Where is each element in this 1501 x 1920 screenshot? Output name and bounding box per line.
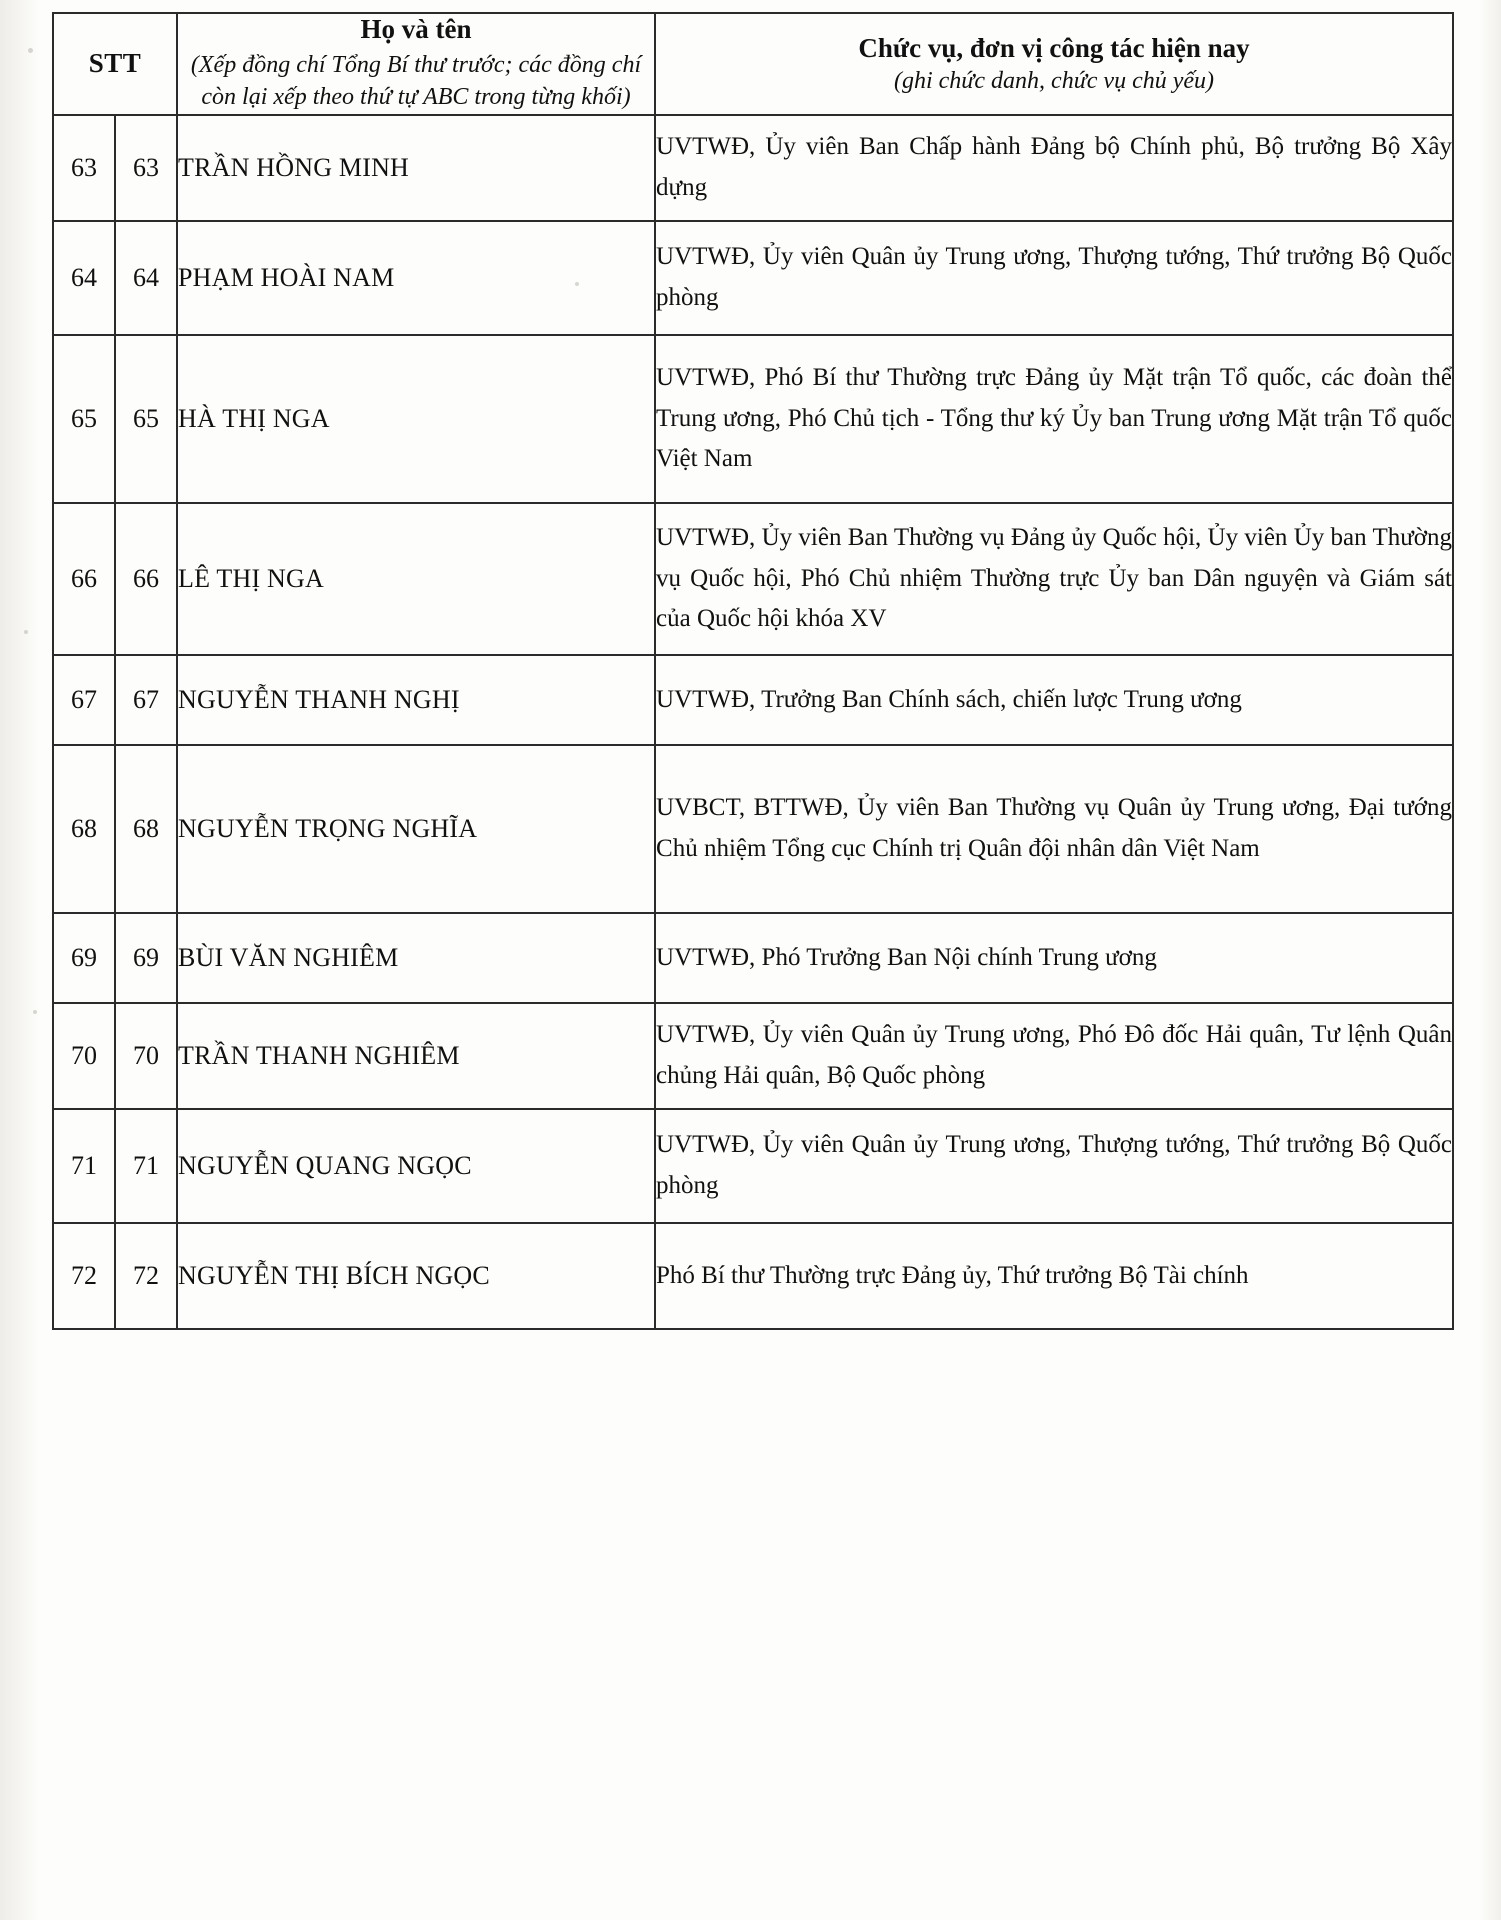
row-name: PHẠM HOÀI NAM (177, 221, 655, 335)
row-number-secondary: 70 (115, 1003, 177, 1109)
row-position: UVTWĐ, Ủy viên Quân ủy Trung ương, Thượng tướng, Thứ trưởng Bộ Quốc phòng (655, 221, 1453, 335)
table-row (53, 115, 1453, 221)
scan-speck (24, 630, 28, 634)
row-position: Phó Bí thư Thường trực Đảng ủy, Thứ trưởng Bộ Tài chính (655, 1223, 1453, 1329)
row-number-secondary: 69 (115, 913, 177, 1003)
row-name: BÙI VĂN NGHIÊM (177, 913, 655, 1003)
row-number-primary: 69 (53, 913, 115, 1003)
row-number-primary: 67 (53, 655, 115, 745)
row-number-primary: 70 (53, 1003, 115, 1109)
row-number-secondary: 65 (115, 335, 177, 503)
row-position: UVTWĐ, Ủy viên Quân ủy Trung ương, Phó Đô đốc Hải quân, Tư lệnh Quân chủng Hải quân, Bộ Quốc phòng (655, 1003, 1453, 1109)
row-number-secondary: 71 (115, 1109, 177, 1223)
header-position-label: Chức vụ, đơn vị công tác hiện nay (858, 32, 1250, 63)
table-row (53, 503, 1453, 655)
row-number-primary: 72 (53, 1223, 115, 1329)
row-name: TRẦN HỒNG MINH (177, 115, 655, 221)
row-number-primary: 68 (53, 745, 115, 913)
header-name-note: (Xếp đồng chí Tổng Bí thư trước; các đồng chí còn lại xếp theo thứ tự ABC trong từng khối) (190, 52, 642, 111)
table-row (53, 913, 1453, 1003)
table-row (53, 1003, 1453, 1109)
table-header (53, 13, 1453, 115)
row-number-primary: 66 (53, 503, 115, 655)
row-number-secondary: 63 (115, 115, 177, 221)
row-name: NGUYỄN THANH NGHỊ (177, 655, 655, 745)
header-cell-position (655, 13, 1453, 115)
row-name: LÊ THỊ NGA (177, 503, 655, 655)
row-position: UVTWĐ, Ủy viên Ban Thường vụ Đảng ủy Quốc hội, Ủy viên Ủy ban Thường vụ Quốc hội, Phó Chủ nhiệm Thường trực Ủy ban Dân nguyện và Giám sát của Quốc hội khóa XV (655, 503, 1453, 655)
scan-edge-left (0, 0, 40, 1920)
header-position-note: (ghi chức danh, chức vụ chủ yếu) (893, 67, 1215, 94)
row-number-secondary: 66 (115, 503, 177, 655)
row-number-secondary: 67 (115, 655, 177, 745)
row-name: NGUYỄN TRỌNG NGHĨA (177, 745, 655, 913)
header-name-label: Họ và tên (360, 14, 472, 44)
table-row (53, 1109, 1453, 1223)
row-number-primary: 63 (53, 115, 115, 221)
row-number-primary: 65 (53, 335, 115, 503)
row-number-primary: 71 (53, 1109, 115, 1223)
table-row (53, 335, 1453, 503)
table-body (53, 115, 1453, 1329)
table-row (53, 221, 1453, 335)
row-position: UVTWĐ, Phó Bí thư Thường trực Đảng ủy Mặt trận Tổ quốc, các đoàn thể Trung ương, Phó Chủ tịch - Tổng thư ký Ủy ban Trung ương Mặt trận Tổ quốc Việt Nam (655, 335, 1453, 503)
row-name: TRẦN THANH NGHIÊM (177, 1003, 655, 1109)
row-position: UVBCT, BTTWĐ, Ủy viên Ban Thường vụ Quân ủy Trung ương, Đại tướng Chủ nhiệm Tổng cục Chính trị Quân đội nhân dân Việt Nam (655, 745, 1453, 913)
scan-speck (33, 1010, 37, 1014)
header-stt-label: STT (88, 48, 142, 79)
row-number-primary: 64 (53, 221, 115, 335)
table-row (53, 745, 1453, 913)
row-name: NGUYỄN THỊ BÍCH NGỌC (177, 1223, 655, 1329)
scan-edge-right (1479, 0, 1501, 1920)
row-name: HÀ THỊ NGA (177, 335, 655, 503)
row-number-secondary: 68 (115, 745, 177, 913)
row-name: NGUYỄN QUANG NGỌC (177, 1109, 655, 1223)
row-position: UVTWĐ, Trưởng Ban Chính sách, chiến lược Trung ương (655, 655, 1453, 745)
personnel-table (52, 12, 1454, 1330)
header-cell-name (177, 13, 655, 115)
row-number-secondary: 64 (115, 221, 177, 335)
header-cell-stt (53, 13, 177, 115)
row-position: UVTWĐ, Ủy viên Ban Chấp hành Đảng bộ Chính phủ, Bộ trưởng Bộ Xây dựng (655, 115, 1453, 221)
scan-speck (28, 48, 33, 53)
table-row (53, 1223, 1453, 1329)
row-position: UVTWĐ, Phó Trưởng Ban Nội chính Trung ương (655, 913, 1453, 1003)
table-row (53, 655, 1453, 745)
row-position: UVTWĐ, Ủy viên Quân ủy Trung ương, Thượng tướng, Thứ trưởng Bộ Quốc phòng (655, 1109, 1453, 1223)
row-number-secondary: 72 (115, 1223, 177, 1329)
